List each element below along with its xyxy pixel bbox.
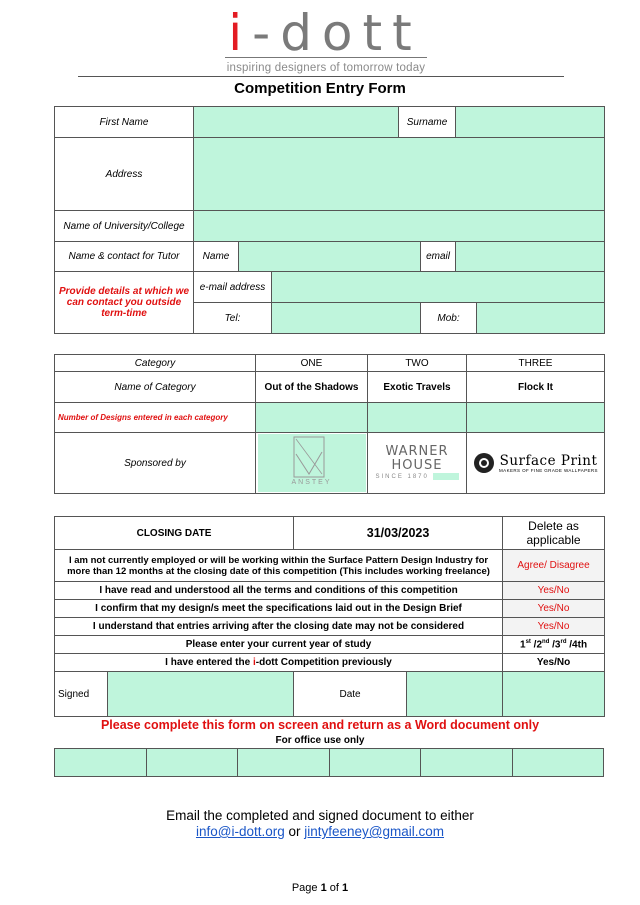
page-footer: Page 1 of 1	[291, 882, 349, 894]
late-entries-statement: I understand that entries arriving after the closing date may not be considered	[55, 618, 503, 636]
address-label: Address	[55, 138, 194, 211]
sponsored-by-label: Sponsored by	[55, 433, 256, 494]
extra-field[interactable]	[503, 672, 605, 717]
anstey-logo	[258, 434, 366, 492]
delete-applicable-label: Delete as applicable	[503, 517, 605, 550]
signed-field[interactable]	[108, 672, 294, 717]
office-use-label: For office use only	[275, 735, 365, 746]
late-entries-answer[interactable]: Yes/No	[503, 618, 605, 636]
email-address-label: e-mail address	[194, 272, 272, 303]
warner-house-since: SINCE 1870	[375, 474, 429, 481]
mob-field[interactable]	[477, 303, 605, 334]
category-three-name: Flock It	[467, 372, 605, 403]
anstey-name: ANSTEY	[291, 479, 332, 486]
col-two-label: TWO	[368, 355, 467, 372]
warner-house-name: WARNER HOUSE	[385, 444, 449, 474]
tutor-label: Name & contact for Tutor	[55, 242, 194, 272]
category-label: Category	[55, 355, 256, 372]
email-link-jinty[interactable]: jintyfeeney@gmail.com	[304, 824, 445, 839]
surface-print-tagline: MAKERS OF FINE GRADE WALLPAPERS	[499, 467, 598, 473]
closing-date-value: 31/03/2023	[294, 517, 503, 550]
signed-label: Signed	[55, 672, 108, 717]
sponsor-warner	[368, 433, 467, 494]
tagline: inspiring designers of tomorrow today	[226, 62, 426, 74]
category-table	[54, 354, 605, 494]
name-of-category-label: Name of Category	[55, 372, 256, 403]
email-links: info@i-dott.org or jintyfeeney@gmail.com	[195, 824, 445, 839]
email-link-info[interactable]: info@i-dott.org	[195, 824, 285, 839]
col-one-label: ONE	[256, 355, 368, 372]
date-label: Date	[294, 672, 407, 717]
office-cell-6[interactable]	[512, 749, 604, 777]
closing-date-label: CLOSING DATE	[55, 517, 294, 550]
tutor-email-label: email	[421, 242, 456, 272]
surname-label: Surname	[399, 107, 456, 138]
employment-answer[interactable]: Agree/ Disagree	[503, 550, 605, 582]
university-label: Name of University/College	[55, 211, 194, 242]
closing-table	[54, 516, 605, 717]
email-instruction: Email the completed and signed document to either	[166, 808, 474, 823]
surface-print-crest-icon	[473, 452, 495, 474]
office-cell-4[interactable]	[329, 749, 421, 777]
form-title: Competition Entry Form	[234, 80, 406, 97]
employment-statement: I am not currently employed or will be working within the Surface Pattern Design Industry for more than 12 months at the closing date of this competition (This includes working freelance)	[55, 550, 503, 582]
num-designs-two-field[interactable]	[368, 403, 467, 433]
first-name-label: First Name	[55, 107, 194, 138]
outside-term-label: Provide details at which we can contact you outside term-time	[55, 272, 194, 334]
category-one-name: Out of the Shadows	[256, 372, 368, 403]
num-designs-three-field[interactable]	[467, 403, 605, 433]
tutor-email-field[interactable]	[456, 242, 605, 272]
entered-previously-answer[interactable]: Yes/No	[503, 654, 605, 672]
num-designs-one-field[interactable]	[256, 403, 368, 433]
tel-label: Tel:	[194, 303, 272, 334]
logo-dott: -dott	[252, 4, 422, 62]
office-cell-2[interactable]	[146, 749, 238, 777]
year-of-study-answer[interactable]: 1st /2nd /3rd /4th	[503, 636, 605, 654]
first-name-field[interactable]	[194, 107, 399, 138]
sponsor-surface-print	[467, 433, 605, 494]
complete-instruction: Please complete this form on screen and return as a Word document only	[100, 718, 540, 732]
address-field[interactable]	[194, 138, 605, 211]
university-field[interactable]	[194, 211, 605, 242]
tel-field[interactable]	[272, 303, 421, 334]
warner-green-swatch	[433, 473, 459, 480]
col-three-label: THREE	[467, 355, 605, 372]
office-cell-3[interactable]	[238, 749, 330, 777]
logo-i: i	[228, 4, 253, 62]
header-rule	[78, 76, 564, 77]
logo	[0, 6, 640, 60]
entered-previously-statement: I have entered the i-dott Competition previously	[55, 654, 503, 672]
year-of-study-statement: Please enter your current year of study	[55, 636, 503, 654]
office-cell-1[interactable]	[55, 749, 147, 777]
tutor-name-field[interactable]	[239, 242, 421, 272]
num-designs-label: Number of Designs entered in each category	[55, 403, 256, 433]
terms-answer[interactable]: Yes/No	[503, 582, 605, 600]
email-address-field[interactable]	[272, 272, 605, 303]
specifications-answer[interactable]: Yes/No	[503, 600, 605, 618]
office-cell-5[interactable]	[421, 749, 513, 777]
surface-print-name: Surface Print	[499, 452, 598, 469]
sponsor-anstey	[256, 433, 368, 494]
terms-statement: I have read and understood all the terms and conditions of this competition	[55, 582, 503, 600]
surname-field[interactable]	[456, 107, 605, 138]
tagline-box	[225, 57, 427, 76]
contact-table	[54, 106, 605, 334]
category-two-name: Exotic Travels	[368, 372, 467, 403]
specifications-statement: I confirm that my design/s meet the specifications laid out in the Design Brief	[55, 600, 503, 618]
office-use-table	[54, 748, 604, 777]
tutor-name-label: Name	[194, 242, 239, 272]
date-field[interactable]	[407, 672, 503, 717]
mob-label: Mob:	[421, 303, 477, 334]
